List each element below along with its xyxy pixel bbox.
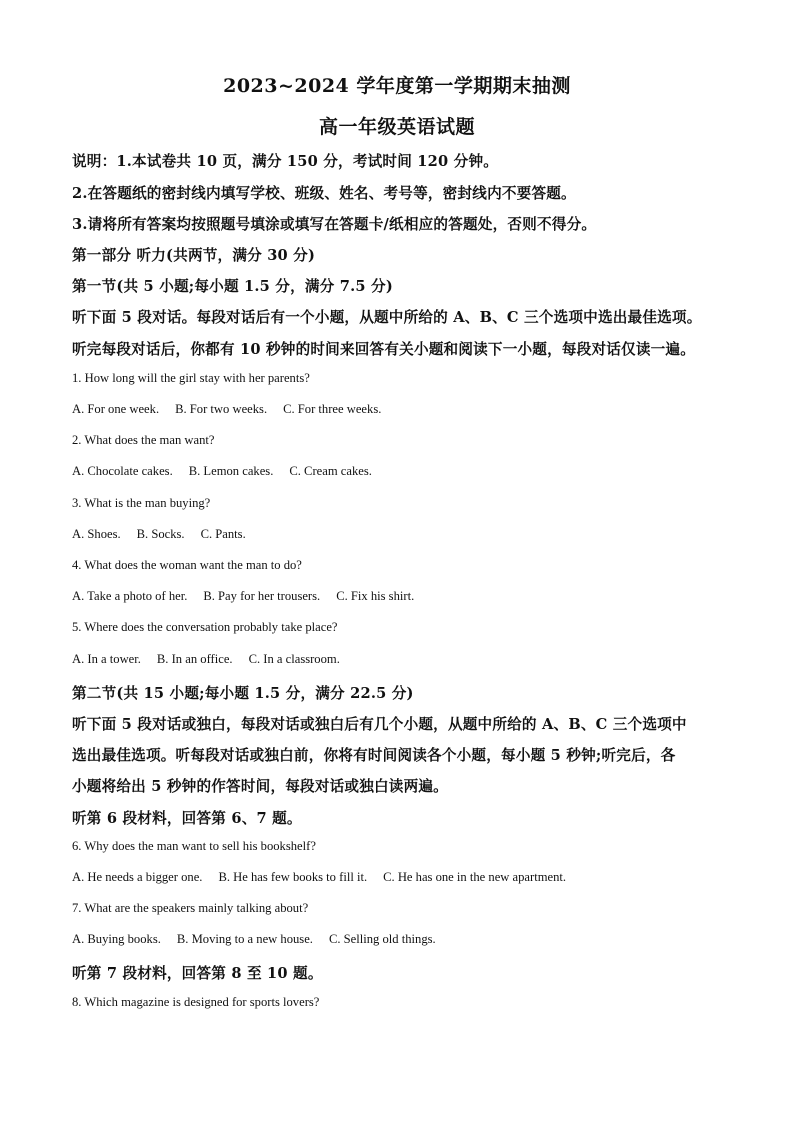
section2-directions-line3: 小题将给出 5 秒钟的作答时间，每段对话或独白读两遍。	[72, 778, 448, 795]
section1-directions-line2: 听完每段对话后，你都有 10 秒钟的时间来回答有关小题和阅读下一小题，每段对话仅读一遍。	[72, 341, 696, 358]
question-3: 3. What is the man buying?	[72, 496, 211, 510]
question-7: 7. What are the speakers mainly talking about?	[72, 901, 309, 915]
section2-directions-line1: 听下面 5 段对话或独白，每段对话或独白后有几个小题，从题中所给的 A、B、C 三个选项中	[72, 716, 687, 733]
option-b: B. He has few books to fill it.	[218, 870, 368, 884]
section2-directions-line2: 选出最佳选项。听每段对话或独白前，你将有时间阅读各个小题，每小题 5 秒钟;听完后，各	[72, 747, 676, 764]
instruction-3: 3.请将所有答案均按照题号填涂或填写在答题卡/纸相应的答题处，否则不得分。	[72, 216, 597, 233]
question-5: 5. Where does the conversation probably take place?	[72, 620, 338, 634]
question-1: 1. How long will the girl stay with her parents?	[72, 371, 310, 385]
option-b: B. Pay for her trousers.	[203, 589, 321, 603]
question-4-options	[72, 589, 732, 604]
option-c: C. For three weeks.	[283, 402, 382, 416]
option-c: C. In a classroom.	[248, 652, 340, 666]
option-b: B. In an office.	[156, 652, 233, 666]
part1-heading: 第一部分 听力(共两节，满分 30 分)	[72, 247, 316, 264]
question-4: 4. What does the woman want the man to do?	[72, 558, 302, 572]
instruction-1: 说明：1.本试卷共 10 页，满分 150 分，考试时间 120 分钟。	[72, 153, 499, 170]
section1-directions-line1: 听下面 5 段对话。每段对话后有一个小题，从题中所给的 A、B、C 三个选项中选出最佳选项。	[72, 309, 702, 326]
question-2: 2. What does the man want?	[72, 433, 215, 447]
question-1-options	[72, 402, 732, 417]
option-a: A. In a tower.	[72, 652, 141, 666]
option-b: B. Moving to a new house.	[176, 932, 313, 946]
option-c: C. Cream cakes.	[289, 464, 372, 478]
question-3-options	[72, 527, 732, 542]
question-8: 8. Which magazine is designed for sports lovers?	[72, 995, 320, 1009]
option-b: B. For two weeks.	[175, 402, 268, 416]
section2-heading: 第二节(共 15 小题;每小题 1.5 分，满分 22.5 分)	[72, 685, 414, 702]
option-a: A. Take a photo of her.	[72, 589, 188, 603]
option-b: B. Lemon cakes.	[188, 464, 274, 478]
option-b: B. Socks.	[136, 527, 185, 541]
option-a: A. Buying books.	[72, 932, 161, 946]
instruction-2: 2.在答题纸的密封线内填写学校、班级、姓名、考号等，密封线内不要答题。	[72, 185, 576, 202]
question-5-options	[72, 652, 732, 667]
question-2-options	[72, 464, 732, 479]
passage-7-heading: 听第 7 段材料，回答第 8 至 10 题。	[72, 965, 323, 982]
passage-6-heading: 听第 6 段材料，回答第 6、7 题。	[72, 810, 302, 827]
option-a: A. Chocolate cakes.	[72, 464, 173, 478]
option-c: C. Pants.	[200, 527, 246, 541]
question-6-options	[72, 870, 732, 885]
section1-heading: 第一节(共 5 小题;每小题 1.5 分，满分 7.5 分)	[72, 278, 393, 295]
option-c: C. Fix his shirt.	[336, 589, 415, 603]
option-c: C. Selling old things.	[328, 932, 436, 946]
option-a: A. He needs a bigger one.	[72, 870, 203, 884]
exam-subtitle: 高一年级英语试题	[318, 116, 475, 138]
question-6: 6. Why does the man want to sell his bookshelf?	[72, 839, 316, 853]
option-a: A. For one week.	[72, 402, 160, 416]
exam-title: 2023~2024 学年度第一学期期末抽测	[223, 75, 571, 97]
option-a: A. Shoes.	[72, 527, 121, 541]
option-c: C. He has one in the new apartment.	[383, 870, 567, 884]
question-7-options	[72, 932, 732, 947]
